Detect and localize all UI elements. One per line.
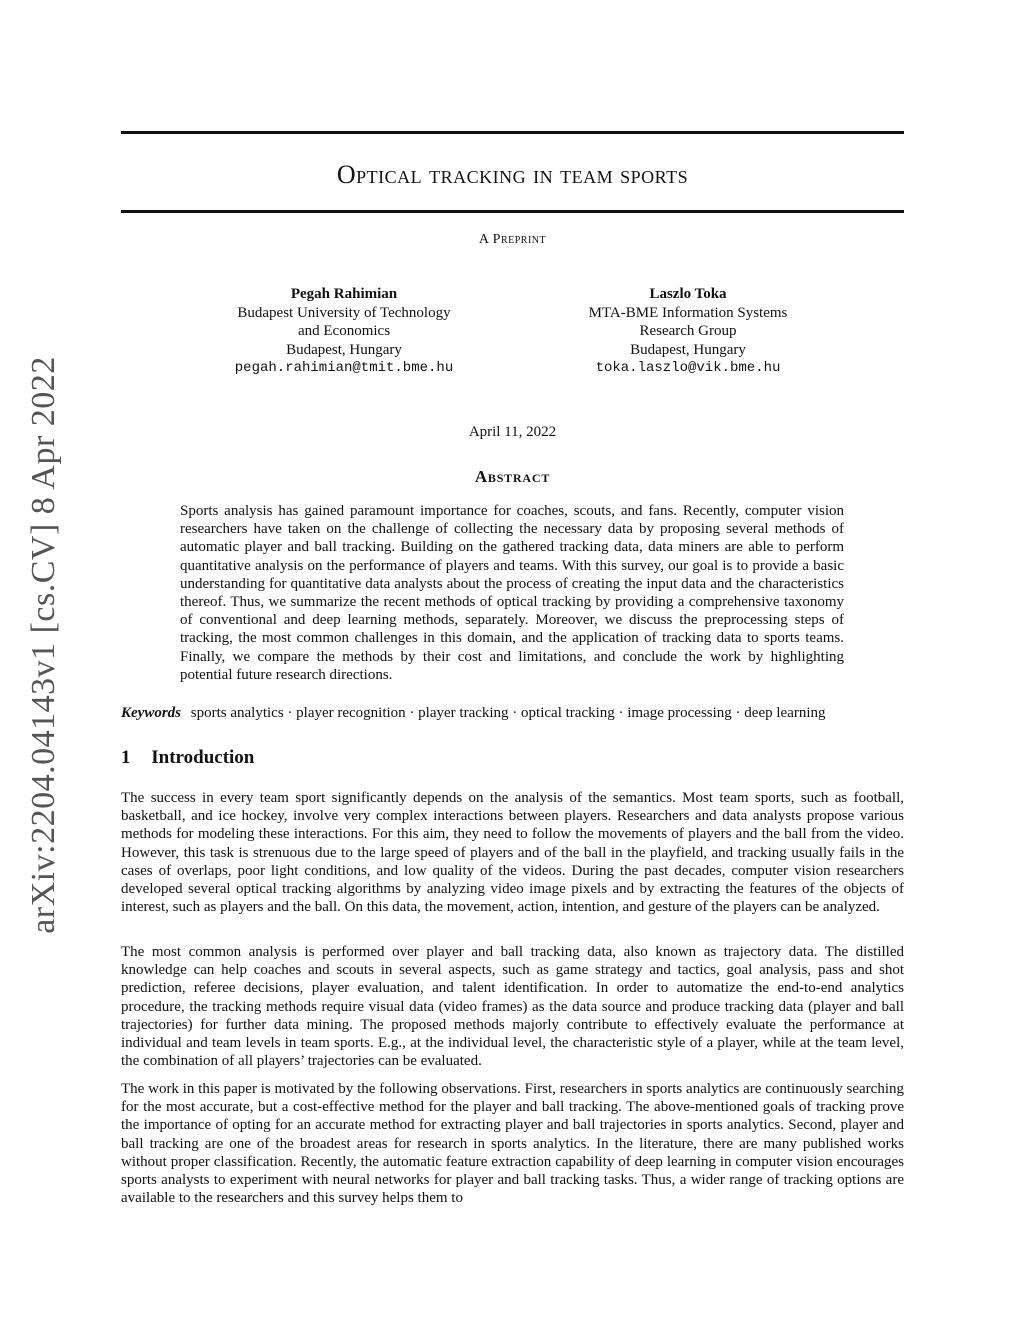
paper-title: Optical tracking in team sports <box>336 160 689 189</box>
arxiv-side-stamp: arXiv:2204.04143v1 [cs.CV] 8 Apr 2022 <box>25 356 62 934</box>
author-block-2 <box>538 285 838 378</box>
author-affiliation-cont: and Economics <box>297 323 391 339</box>
section-number: 1 <box>121 747 131 768</box>
author-affiliation-cont: Research Group <box>639 323 737 339</box>
author-block-1 <box>194 285 494 378</box>
author-name: Pegah Rahimian <box>290 286 398 302</box>
title-top-rule <box>121 131 904 134</box>
author-location: Budapest, Hungary <box>286 341 402 358</box>
preprint-label: A Preprint <box>478 232 547 247</box>
abstract-text: Sports analysis has gained paramount importance for coaches, scouts, and fans. Recently, computer vision researchers have taken on the challenge of collecting the necessary data by proposing several methods of automatic player and ball tracking. Building on the gathered tracking data, data miners are able to perform quantitative analysis on the performance of players and teams. With this survey, our goal is to provide a basic understanding for quantitative data analysts about the process of creating the input data and the characteristics thereof. Thus, we summarize the recent methods of optical tracking by providing a comprehensive taxonomy of conventional and deep learning methods, separately. Moreover, we discuss the preprocessing steps of tracking, the most common challenges in this domain, and the application of tracking data to sports teams. Finally, we compare the methods by their cost and limitations, and conclude the work by highlighting potential future research directions. <box>180 503 844 683</box>
author-name: Laszlo Toka <box>649 286 727 302</box>
keywords-line <box>121 704 904 722</box>
author-location: Budapest, Hungary <box>630 341 746 358</box>
section-title: Introduction <box>151 747 255 768</box>
author-affiliation: MTA-BME Information Systems <box>588 304 788 321</box>
body-paragraph: The most common analysis is performed over player and ball tracking data, also known as trajectory data. The distilled knowledge can help coaches and scouts in several aspects, such as game strategy and tactics, goal analysis, pass and shot prediction, referee decisions, player evaluation, and talent identification. In order to automatize the end-to-end analytics procedure, the tracking methods require visual data (video frames) as the data source and produce tracking data (player and ball trajectories) for further data mining. The proposed methods majorly contribute to effectively evaluate the performance at individual and team levels in team sports. E.g., at the individual level, the characteristic style of a player, while at the team level, the combination of all players’ trajectories can be evaluated. <box>121 944 904 1070</box>
author-email[interactable]: toka.laszlo@vik.bme.hu <box>595 360 781 376</box>
keywords-label: Keywords <box>121 705 181 721</box>
abstract-heading: Abstract <box>474 467 551 486</box>
body-paragraph: The success in every team sport significantly depends on the analysis of the semantics. Most team sports, such as football, basketball, and ice hockey, involve very complex interactions between players. Researchers and data analysts propose various methods for modeling these interactions. For this aim, they need to follow the movements of players and the ball from the video. However, this task is strenuous due to the large speed of players and of the ball in the playfield, and tracking usually fails in the cases of overlaps, poor light conditions, and low quality of the videos. During the past decades, computer vision researchers developed several optical tracking algorithms by analyzing video image pixels and by extracting the features of the objects of interest, such as players and the ball. On this data, the movement, action, intention, and gesture of the players can be analyzed. <box>121 790 904 916</box>
keywords-text: sports analytics · player recognition · player tracking · optical tracking · image processing · deep learning <box>190 705 826 721</box>
author-affiliation: Budapest University of Technology <box>237 304 451 321</box>
author-email[interactable]: pegah.rahimian@tmit.bme.hu <box>234 360 454 376</box>
title-bottom-rule <box>121 210 904 213</box>
section-heading <box>121 747 254 769</box>
body-paragraph: The work in this paper is motivated by the following observations. First, researchers in sports analytics are continuously searching for the most accurate, but a cost-effective method for the player and ball tracking. The above-mentioned goals of tracking prove the importance of opting for an accurate method for extracting player and ball trajectories in sports analytics. Second, player and ball tracking are one of the broadest areas for research in sports analytics. In the literature, there are many published works without proper classification. Recently, the automatic feature extraction capability of deep learning in computer vision encourages sports analysts to experiment with neural networks for player and ball tracking tasks. Thus, a wider range of tracking options are available to the researchers and this survey helps them to <box>121 1081 904 1207</box>
paper-date: April 11, 2022 <box>468 424 557 440</box>
